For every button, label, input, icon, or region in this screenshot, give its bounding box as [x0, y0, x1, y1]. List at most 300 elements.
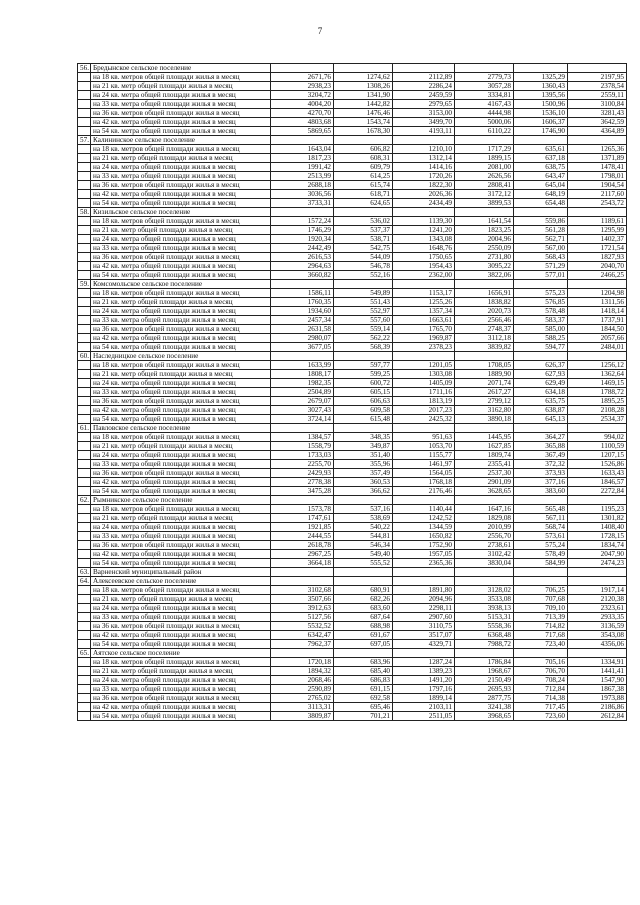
row-label: на 54 кв. метра общей площади жилья в месяц — [91, 271, 271, 280]
value-cell: 994,02 — [568, 433, 627, 442]
table-row — [78, 181, 627, 190]
row-number-empty-cell — [78, 613, 91, 622]
table-row — [78, 172, 627, 181]
page-number: 7 — [317, 26, 323, 36]
section-number: 63. — [78, 568, 91, 577]
row-label: на 42 кв. метра общей площади жилья в месяц — [91, 703, 271, 712]
table-row — [78, 370, 627, 379]
row-number-empty-cell — [78, 694, 91, 703]
table-row — [78, 190, 627, 199]
table-row — [78, 109, 627, 118]
value-cell: 549,40 — [334, 550, 393, 559]
value-cell: 540,22 — [334, 523, 393, 532]
value-cell: 571,29 — [514, 262, 568, 271]
section-header-empty-cell — [455, 280, 514, 289]
row-number-empty-cell — [78, 667, 91, 676]
row-number-empty-cell — [78, 388, 91, 397]
value-cell: 3136,59 — [568, 622, 627, 631]
value-cell: 707,68 — [514, 595, 568, 604]
value-cell: 3733,31 — [271, 199, 334, 208]
value-cell: 1344,59 — [393, 523, 455, 532]
value-cell: 618,71 — [334, 190, 393, 199]
value-cell: 2004,96 — [455, 235, 514, 244]
value-cell: 575,23 — [514, 289, 568, 298]
value-cell: 2457,34 — [271, 316, 334, 325]
value-cell: 2738,61 — [455, 541, 514, 550]
value-cell: 2731,80 — [455, 253, 514, 262]
value-cell: 637,18 — [514, 154, 568, 163]
value-cell: 584,99 — [514, 559, 568, 568]
value-cell: 723,60 — [514, 712, 568, 721]
value-cell: 538,69 — [334, 514, 393, 523]
row-number-empty-cell — [78, 676, 91, 685]
row-number-empty-cell — [78, 343, 91, 352]
value-cell: 2474,23 — [568, 559, 627, 568]
value-cell: 4004,20 — [271, 100, 334, 109]
value-cell: 1934,60 — [271, 307, 334, 316]
row-number-empty-cell — [78, 478, 91, 487]
value-cell: 1663,61 — [393, 316, 455, 325]
value-cell: 1827,93 — [568, 253, 627, 262]
value-cell: 1547,90 — [568, 676, 627, 685]
row-label: на 21 кв. метр общей площади жилья в месяц — [91, 442, 271, 451]
value-cell: 2466,25 — [568, 271, 627, 280]
section-header-empty-cell — [393, 577, 455, 586]
value-cell: 4167,43 — [455, 100, 514, 109]
row-number-empty-cell — [78, 325, 91, 334]
row-label: на 54 кв. метра общей площади жилья в месяц — [91, 559, 271, 568]
value-cell: 1867,38 — [568, 685, 627, 694]
value-cell: 2355,41 — [455, 460, 514, 469]
value-cell: 2901,09 — [455, 478, 514, 487]
value-cell: 3057,28 — [455, 82, 514, 91]
row-label: на 36 кв. метров общей площади жилья в месяц — [91, 181, 271, 190]
row-number-empty-cell — [78, 379, 91, 388]
value-cell: 2618,78 — [271, 541, 334, 550]
row-label: на 36 кв. метров общей площади жилья в месяц — [91, 469, 271, 478]
value-cell: 600,72 — [334, 379, 393, 388]
row-label: на 42 кв. метра общей площади жилья в месяц — [91, 550, 271, 559]
table-row — [78, 433, 627, 442]
value-cell: 2617,27 — [455, 388, 514, 397]
value-cell: 2020,73 — [455, 307, 514, 316]
value-cell: 1242,52 — [393, 514, 455, 523]
value-cell: 2378,23 — [393, 343, 455, 352]
value-cell: 2017,23 — [393, 406, 455, 415]
value-cell: 2616,53 — [271, 253, 334, 262]
value-cell: 1678,30 — [334, 127, 393, 136]
row-label: на 24 кв. метра общей площади жилья в месяц — [91, 604, 271, 613]
row-number-empty-cell — [78, 523, 91, 532]
value-cell: 537,37 — [334, 226, 393, 235]
row-number-empty-cell — [78, 505, 91, 514]
value-cell: 2112,89 — [393, 73, 455, 82]
value-cell: 1823,25 — [455, 226, 514, 235]
value-cell: 2150,49 — [455, 676, 514, 685]
section-number: 62. — [78, 496, 91, 505]
value-cell: 3968,65 — [455, 712, 514, 721]
value-cell: 1813,19 — [393, 397, 455, 406]
row-number-empty-cell — [78, 451, 91, 460]
value-cell: 2566,46 — [455, 316, 514, 325]
value-cell: 2255,70 — [271, 460, 334, 469]
row-number-empty-cell — [78, 307, 91, 316]
value-cell: 585,00 — [514, 325, 568, 334]
row-number-empty-cell — [78, 361, 91, 370]
row-number-empty-cell — [78, 73, 91, 82]
value-cell: 3507,66 — [271, 595, 334, 604]
value-cell: 5153,31 — [455, 613, 514, 622]
value-cell: 1733,03 — [271, 451, 334, 460]
value-cell: 1204,98 — [568, 289, 627, 298]
value-cell: 605,15 — [334, 388, 393, 397]
value-cell: 1633,43 — [568, 469, 627, 478]
value-cell: 3036,56 — [271, 190, 334, 199]
value-cell: 1904,54 — [568, 181, 627, 190]
section-title: Павловское сельское поселение — [91, 424, 271, 433]
tariff-table — [77, 63, 627, 721]
row-number-empty-cell — [78, 658, 91, 667]
table-row — [78, 559, 627, 568]
value-cell: 2298,11 — [393, 604, 455, 613]
value-cell: 1360,43 — [514, 82, 568, 91]
section-header-empty-cell — [393, 208, 455, 217]
value-cell: 3112,18 — [455, 334, 514, 343]
row-number-empty-cell — [78, 622, 91, 631]
value-cell: 709,10 — [514, 604, 568, 613]
value-cell: 1139,30 — [393, 217, 455, 226]
value-cell: 360,53 — [334, 478, 393, 487]
section-title: Наследницкое сельское поселение — [91, 352, 271, 361]
value-cell: 552,16 — [334, 271, 393, 280]
value-cell: 2094,96 — [393, 595, 455, 604]
table-row — [78, 289, 627, 298]
value-cell: 713,39 — [514, 613, 568, 622]
section-header-row — [78, 280, 627, 289]
value-cell: 1750,65 — [393, 253, 455, 262]
value-cell: 2559,11 — [568, 91, 627, 100]
value-cell: 568,39 — [334, 343, 393, 352]
value-cell: 1343,08 — [393, 235, 455, 244]
value-cell: 1899,14 — [393, 694, 455, 703]
value-cell: 615,48 — [334, 415, 393, 424]
section-header-empty-cell — [334, 568, 393, 577]
value-cell: 2444,55 — [271, 532, 334, 541]
section-header-empty-cell — [455, 424, 514, 433]
section-title: Аятское сельское поселение — [91, 649, 271, 658]
value-cell: 1207,15 — [568, 451, 627, 460]
row-number-empty-cell — [78, 298, 91, 307]
row-label: на 42 кв. метра общей площади жилья в месяц — [91, 118, 271, 127]
section-title: Калининское сельское поселение — [91, 136, 271, 145]
value-cell: 561,28 — [514, 226, 568, 235]
section-header-empty-cell — [271, 352, 334, 361]
value-cell: 1526,86 — [568, 460, 627, 469]
section-header-empty-cell — [514, 649, 568, 658]
value-cell: 3475,28 — [271, 487, 334, 496]
row-label: на 18 кв. метров общей площади жилья в месяц — [91, 217, 271, 226]
value-cell: 1921,85 — [271, 523, 334, 532]
value-cell: 5532,52 — [271, 622, 334, 631]
section-header-empty-cell — [393, 352, 455, 361]
value-cell: 1389,23 — [393, 667, 455, 676]
row-label: на 24 кв. метра общей площади жилья в месяц — [91, 523, 271, 532]
value-cell: 1808,17 — [271, 370, 334, 379]
table-row — [78, 163, 627, 172]
value-cell: 1760,35 — [271, 298, 334, 307]
row-number-empty-cell — [78, 127, 91, 136]
row-number-empty-cell — [78, 703, 91, 712]
section-header-empty-cell — [334, 280, 393, 289]
value-cell: 3113,31 — [271, 703, 334, 712]
value-cell: 1140,44 — [393, 505, 455, 514]
value-cell: 377,16 — [514, 478, 568, 487]
value-cell: 577,01 — [514, 271, 568, 280]
value-cell: 635,75 — [514, 397, 568, 406]
row-number-empty-cell — [78, 163, 91, 172]
row-number-empty-cell — [78, 199, 91, 208]
value-cell: 537,16 — [334, 505, 393, 514]
value-cell: 1846,57 — [568, 478, 627, 487]
row-label: на 21 кв. метр общей площади жилья в месяц — [91, 82, 271, 91]
value-cell: 3334,81 — [455, 91, 514, 100]
row-label: на 42 кв. метра общей площади жилья в месяц — [91, 631, 271, 640]
row-label: на 18 кв. метров общей площади жилья в месяц — [91, 289, 271, 298]
value-cell: 355,96 — [334, 460, 393, 469]
value-cell: 2434,49 — [393, 199, 455, 208]
section-header-empty-cell — [514, 352, 568, 361]
table-row — [78, 514, 627, 523]
section-header-empty-cell — [271, 568, 334, 577]
value-cell: 1889,90 — [455, 370, 514, 379]
value-cell: 691,15 — [334, 685, 393, 694]
value-cell: 2504,89 — [271, 388, 334, 397]
table-row — [78, 343, 627, 352]
section-header-empty-cell — [568, 568, 627, 577]
section-header-empty-cell — [568, 649, 627, 658]
table-row — [78, 397, 627, 406]
value-cell: 1405,09 — [393, 379, 455, 388]
value-cell: 1334,91 — [568, 658, 627, 667]
row-label: на 18 кв. метров общей площади жилья в месяц — [91, 145, 271, 154]
value-cell: 3517,07 — [393, 631, 455, 640]
row-label: на 24 кв. метра общей площади жилья в месяц — [91, 676, 271, 685]
table-row — [78, 658, 627, 667]
table-row — [78, 631, 627, 640]
value-cell: 559,14 — [334, 325, 393, 334]
value-cell: 1797,16 — [393, 685, 455, 694]
row-number-empty-cell — [78, 631, 91, 640]
section-header-row — [78, 496, 627, 505]
row-label: на 36 кв. метров общей площади жилья в месяц — [91, 109, 271, 118]
value-cell: 2799,12 — [455, 397, 514, 406]
section-header-empty-cell — [568, 280, 627, 289]
value-cell: 717,45 — [514, 703, 568, 712]
section-header-row — [78, 424, 627, 433]
row-number-empty-cell — [78, 469, 91, 478]
value-cell: 624,65 — [334, 199, 393, 208]
row-number-empty-cell — [78, 460, 91, 469]
value-cell: 1295,99 — [568, 226, 627, 235]
value-cell: 383,60 — [514, 487, 568, 496]
value-cell: 562,71 — [514, 235, 568, 244]
table-row — [78, 469, 627, 478]
section-header-empty-cell — [568, 577, 627, 586]
value-cell: 1478,41 — [568, 163, 627, 172]
value-cell: 1920,34 — [271, 235, 334, 244]
value-cell: 551,43 — [334, 298, 393, 307]
section-header-empty-cell — [334, 649, 393, 658]
value-cell: 695,46 — [334, 703, 393, 712]
value-cell: 2907,60 — [393, 613, 455, 622]
row-label: на 24 кв. метра общей площади жилья в месяц — [91, 91, 271, 100]
value-cell: 3809,87 — [271, 712, 334, 721]
value-cell: 1982,35 — [271, 379, 334, 388]
value-cell: 3128,02 — [455, 586, 514, 595]
table-row — [78, 298, 627, 307]
value-cell: 1648,76 — [393, 244, 455, 253]
value-cell: 1189,61 — [568, 217, 627, 226]
section-header-empty-cell — [393, 424, 455, 433]
value-cell: 4329,71 — [393, 640, 455, 649]
value-cell: 648,19 — [514, 190, 568, 199]
section-header-empty-cell — [455, 568, 514, 577]
section-header-row — [78, 136, 627, 145]
value-cell: 2631,58 — [271, 325, 334, 334]
value-cell: 1558,79 — [271, 442, 334, 451]
row-label: на 24 кв. метра общей площади жилья в месяц — [91, 235, 271, 244]
value-cell: 1720,26 — [393, 172, 455, 181]
table-row — [78, 91, 627, 100]
value-cell: 597,77 — [334, 361, 393, 370]
row-label: на 36 кв. метров общей площади жилья в месяц — [91, 541, 271, 550]
row-label: на 24 кв. метра общей площади жилья в месяц — [91, 163, 271, 172]
table-row — [78, 73, 627, 82]
section-title: Кизильское сельское поселение — [91, 208, 271, 217]
value-cell: 1991,42 — [271, 163, 334, 172]
section-number: 57. — [78, 136, 91, 145]
value-cell: 2081,00 — [455, 163, 514, 172]
value-cell: 1817,23 — [271, 154, 334, 163]
row-label: на 33 кв. метра общей площади жилья в месяц — [91, 316, 271, 325]
row-label: на 54 кв. метра общей площади жилья в месяц — [91, 343, 271, 352]
value-cell: 552,97 — [334, 307, 393, 316]
section-header-empty-cell — [514, 280, 568, 289]
value-cell: 1917,14 — [568, 586, 627, 595]
row-number-empty-cell — [78, 190, 91, 199]
value-cell: 1357,34 — [393, 307, 455, 316]
value-cell: 357,49 — [334, 469, 393, 478]
value-cell: 2484,01 — [568, 343, 627, 352]
section-header-empty-cell — [568, 136, 627, 145]
row-label: на 54 кв. метра общей площади жилья в месяц — [91, 712, 271, 721]
value-cell: 1536,10 — [514, 109, 568, 118]
row-number-empty-cell — [78, 370, 91, 379]
section-header-empty-cell — [393, 649, 455, 658]
row-label: на 36 кв. метров общей площади жилья в месяц — [91, 694, 271, 703]
section-header-empty-cell — [514, 568, 568, 577]
section-header-row — [78, 352, 627, 361]
value-cell: 1287,24 — [393, 658, 455, 667]
value-cell: 1606,37 — [514, 118, 568, 127]
value-cell: 1384,57 — [271, 433, 334, 442]
row-number-empty-cell — [78, 397, 91, 406]
row-number-empty-cell — [78, 433, 91, 442]
value-cell: 594,77 — [514, 343, 568, 352]
section-header-empty-cell — [514, 136, 568, 145]
row-number-empty-cell — [78, 172, 91, 181]
value-cell: 1362,64 — [568, 370, 627, 379]
value-cell: 2120,38 — [568, 595, 627, 604]
row-number-empty-cell — [78, 685, 91, 694]
row-number-empty-cell — [78, 334, 91, 343]
value-cell: 686,83 — [334, 676, 393, 685]
value-cell: 3912,63 — [271, 604, 334, 613]
table-row — [78, 478, 627, 487]
value-cell: 3100,84 — [568, 100, 627, 109]
value-cell: 614,25 — [334, 172, 393, 181]
value-cell: 1308,26 — [334, 82, 393, 91]
value-cell: 3543,08 — [568, 631, 627, 640]
value-cell: 2967,25 — [271, 550, 334, 559]
row-label: на 54 кв. метра общей площади жилья в месяц — [91, 487, 271, 496]
value-cell: 609,79 — [334, 163, 393, 172]
value-cell: 1053,70 — [393, 442, 455, 451]
value-cell: 1809,74 — [455, 451, 514, 460]
value-cell: 1325,29 — [514, 73, 568, 82]
section-header-empty-cell — [568, 496, 627, 505]
value-cell: 638,87 — [514, 406, 568, 415]
section-number: 56. — [78, 64, 91, 73]
section-number: 64. — [78, 577, 91, 586]
table-row — [78, 694, 627, 703]
value-cell: 366,62 — [334, 487, 393, 496]
value-cell: 549,89 — [334, 289, 393, 298]
section-header-empty-cell — [393, 64, 455, 73]
value-cell: 2378,54 — [568, 82, 627, 91]
value-cell: 3102,42 — [455, 550, 514, 559]
value-cell: 1301,82 — [568, 514, 627, 523]
value-cell: 1265,36 — [568, 145, 627, 154]
value-cell: 2323,61 — [568, 604, 627, 613]
table-row — [78, 415, 627, 424]
value-cell: 1500,96 — [514, 100, 568, 109]
row-number-empty-cell — [78, 550, 91, 559]
section-header-empty-cell — [455, 208, 514, 217]
section-header-empty-cell — [271, 577, 334, 586]
value-cell: 2047,90 — [568, 550, 627, 559]
value-cell: 568,43 — [514, 253, 568, 262]
value-cell: 2964,63 — [271, 262, 334, 271]
table-row — [78, 379, 627, 388]
row-number-empty-cell — [78, 640, 91, 649]
row-label: на 21 кв. метр общей площади жилья в месяц — [91, 370, 271, 379]
table-row — [78, 307, 627, 316]
value-cell: 609,58 — [334, 406, 393, 415]
value-cell: 555,52 — [334, 559, 393, 568]
value-cell: 706,25 — [514, 586, 568, 595]
value-cell: 1627,85 — [455, 442, 514, 451]
row-number-empty-cell — [78, 289, 91, 298]
value-cell: 1711,16 — [393, 388, 455, 397]
row-label: на 36 кв. метров общей площади жилья в месяц — [91, 622, 271, 631]
row-number-empty-cell — [78, 316, 91, 325]
section-header-empty-cell — [334, 208, 393, 217]
row-number-empty-cell — [78, 100, 91, 109]
value-cell: 2748,37 — [455, 325, 514, 334]
section-header-empty-cell — [393, 568, 455, 577]
table-row — [78, 388, 627, 397]
